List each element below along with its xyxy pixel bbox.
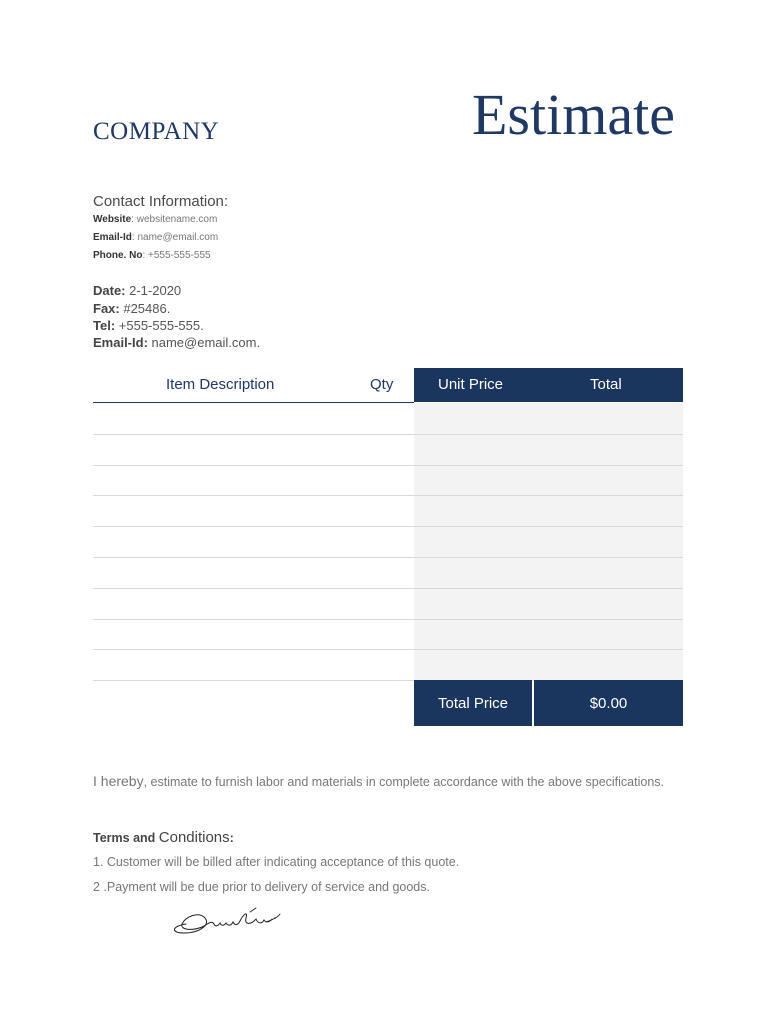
contact-heading: Contact Information: (93, 193, 229, 210)
detail-fax (93, 301, 170, 316)
phone-value: : +555-555-555 (142, 250, 211, 261)
contact-phone (93, 250, 211, 261)
statement-lead: I hereby (93, 773, 144, 789)
column-header-total: Total (590, 376, 622, 393)
terms-heading-small: Terms and (93, 831, 159, 845)
term-item: 1. Customer will be billed after indicating acceptance of this quote. (93, 855, 460, 869)
detail-email (93, 335, 260, 350)
price-column-shade (414, 403, 683, 680)
table-row (93, 557, 683, 558)
signature-image (168, 902, 288, 938)
email-label: Email-Id (93, 232, 132, 243)
terms-heading-colon: : (229, 831, 234, 845)
column-header-qty: Qty (370, 376, 394, 393)
tel-value: +555-555-555. (115, 318, 204, 333)
term-item: 2 .Payment will be due prior to delivery of service and goods. (93, 880, 430, 894)
tel-label: Tel: (93, 318, 116, 333)
phone-label: Phone. No (93, 250, 143, 261)
table-row (93, 649, 683, 650)
date-label: Date: (93, 283, 126, 298)
column-header-description: Item Description (166, 376, 275, 393)
column-header-unit-price: Unit Price (438, 376, 504, 393)
detail-email-label: Email-Id: (93, 335, 148, 350)
statement-rest: , estimate to furnish labor and materials in complete accordance with the above specifications. (143, 775, 665, 789)
total-price-value: $0.00 (534, 680, 683, 726)
email-value: : name@email.com (131, 232, 219, 243)
table-row (93, 526, 683, 527)
table-row (93, 619, 683, 620)
terms-heading-big: Conditions (158, 829, 230, 846)
document-title: Estimate (472, 82, 675, 147)
table-row (93, 588, 683, 589)
detail-date (93, 283, 181, 298)
website-label: Website (93, 214, 132, 225)
total-price-label: Total Price (414, 680, 532, 726)
website-value: : websitename.com (131, 214, 218, 225)
detail-tel (93, 318, 204, 333)
fax-value: #25486. (119, 301, 171, 316)
detail-email-value: name@email.com. (147, 335, 261, 350)
table-header-right (414, 368, 683, 402)
table-row (93, 465, 683, 466)
contact-website (93, 214, 217, 225)
table-row (93, 434, 683, 435)
contact-email (93, 232, 218, 243)
company-name: COMPANY (93, 118, 220, 145)
terms-heading (93, 829, 234, 846)
date-value: 2-1-2020 (125, 283, 182, 298)
table-header-left (93, 368, 414, 403)
statement (93, 773, 664, 789)
fax-label: Fax: (93, 301, 120, 316)
table-row (93, 495, 683, 496)
